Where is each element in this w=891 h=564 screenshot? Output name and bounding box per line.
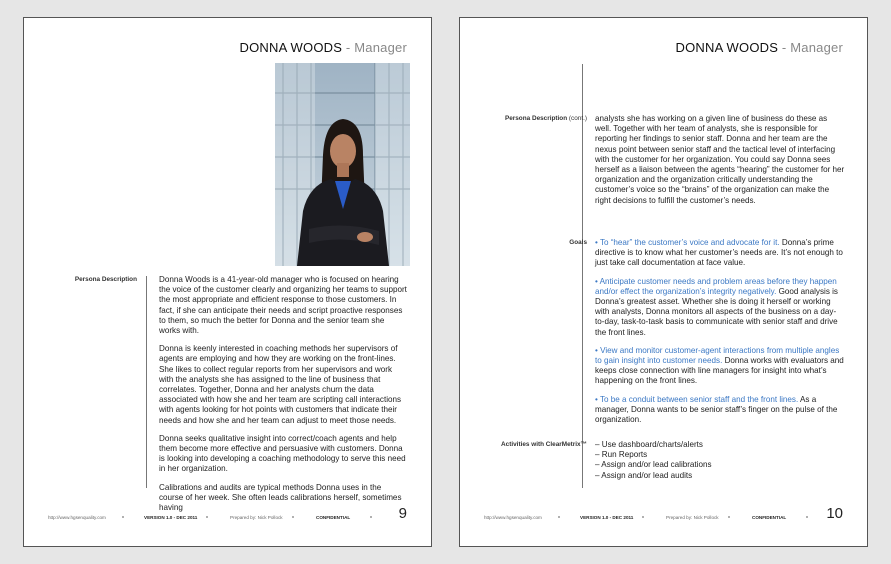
persona-name: DONNA WOODS bbox=[239, 40, 343, 55]
cont-label-text: Persona Description bbox=[504, 115, 568, 122]
goal-highlight: Anticipate customer needs and problem areas before they happen and/or effect the organization’s integrity negatively. bbox=[595, 276, 837, 296]
footer-prepared-by: Prepared by: Nick Pollock bbox=[666, 515, 719, 520]
footer-separator bbox=[206, 516, 208, 518]
page-title bbox=[240, 40, 407, 55]
footer-confidential: CONFIDENTIAL bbox=[316, 515, 351, 520]
footer-separator bbox=[370, 516, 372, 518]
footer-url: http://www.hgsenquality.com bbox=[484, 515, 542, 520]
description-paragraph: Donna seeks qualitative insight into correct/coach agents and help them become more effective and persuasive with customers. Donna is looking into developing a coaching methodology to serve this need in her organization. bbox=[159, 433, 406, 474]
goal-bullet: • bbox=[595, 394, 600, 404]
activities-list bbox=[595, 440, 845, 481]
footer-separator bbox=[122, 516, 124, 518]
cont-label-suffix: (cont.) bbox=[567, 115, 587, 122]
goal-bullet: • bbox=[595, 276, 600, 286]
activity-item: – Assign and/or lead audits bbox=[595, 470, 693, 480]
goal-text: As a manager, Donna wants to be senior staff’s finger on the pulse of the organization. bbox=[595, 394, 838, 425]
persona-role: - Manager bbox=[778, 40, 843, 55]
goal-bullet: • bbox=[595, 238, 600, 247]
footer-version: VERSION 1.0 - DEC 2011 bbox=[144, 515, 198, 520]
document-page-right bbox=[459, 17, 868, 547]
footer-separator bbox=[558, 516, 560, 518]
footer-separator bbox=[806, 516, 808, 518]
footer-prepared-by: Prepared by: Nick Pollock bbox=[230, 515, 283, 520]
footer-url: http://www.hgsenquality.com bbox=[48, 515, 106, 520]
goal-highlight: To be a conduit between senior staff and the front lines. bbox=[599, 394, 799, 404]
activity-item: – Run Reports bbox=[595, 450, 648, 460]
description-paragraph: Donna is keenly interested in coaching methods her supervisors of agents are employing and how they are working on the front-lines. She likes to collect regular reports from her supervisors and work with the analysts she has assigned to the line of business that correlates. Together, Donna and her analysts churn the data associated with how she and her team are scripting call interactions with agents looking for hot points with customers that indicate their needs and how she and her team can adjust to meet those needs. bbox=[159, 344, 402, 425]
footer-version: VERSION 1.0 - DEC 2011 bbox=[580, 515, 634, 520]
description-paragraph: Calibrations and audits are typical methods Donna uses in the course of her week. She often leads calibrations herself, sometimes having bbox=[159, 482, 402, 513]
page-footer bbox=[48, 505, 407, 522]
goals-label: Goals bbox=[569, 239, 587, 246]
page-footer bbox=[484, 505, 843, 522]
goal-text: Good analysis is Donna’s greatest asset. Whether she is doing it herself or working with analysts, Donna monitors all aspects of the business on a day-to-day, task-to-task basis to communicate with senior staff and drive the front lines. bbox=[595, 286, 838, 337]
activity-item: – Use dashboard/charts/alerts bbox=[595, 440, 703, 449]
goals-list bbox=[595, 238, 845, 433]
column-divider bbox=[146, 276, 147, 488]
goal-item bbox=[595, 395, 845, 426]
goal-text: Donna’s prime directive is to know what her customer’s needs are. It’s not enough to just take call documentation at face value. bbox=[595, 238, 843, 268]
activities-label: Activities with ClearMetrix™ bbox=[501, 441, 587, 448]
persona-name: DONNA WOODS bbox=[675, 40, 779, 55]
persona-description-cont-text: analysts she has working on a given line of business do these as well. Together with her team of analysts, she is responsible for reporting her findings to senior staff. Donna and her team are the nexus point between senior staff and the tactical level of interfacing with the customer for her organization. You could say Donna sees herself as a liaison between the agents “hearing” the customer for her organization and the organization critically understanding the customer’s voice so the “brains” of the organization can make the right decisions to fulfill the customer’s needs. bbox=[595, 114, 845, 205]
persona-description-text bbox=[159, 275, 407, 521]
goal-text: Donna works with evaluators and keeps close connection with line managers for insight into what’s happening on the front lines. bbox=[595, 356, 844, 386]
goal-item bbox=[595, 346, 845, 387]
activity-item: – Assign and/or lead calibrations bbox=[595, 460, 712, 470]
footer-confidential: CONFIDENTIAL bbox=[752, 515, 787, 520]
goal-bullet: • bbox=[595, 345, 601, 355]
goal-highlight: To “hear” the customer’s voice and advocate for it. bbox=[599, 238, 780, 247]
column-divider bbox=[582, 64, 583, 488]
footer-separator bbox=[292, 516, 294, 518]
document-page-left bbox=[23, 17, 432, 547]
persona-description-cont-label bbox=[505, 115, 587, 122]
page-title bbox=[676, 40, 843, 55]
page-number: 10 bbox=[826, 505, 843, 522]
description-paragraph: Donna Woods is a 41-year-old manager who is focused on hearing the voice of the customer clearly and organizing her teams to support the most appropriate and efficient response to those customers. In fact, if she can anticipate their needs and script proactive responses to them, so much the better for Donna and the senior team she works with. bbox=[159, 275, 407, 336]
goal-item bbox=[595, 238, 845, 269]
page-number: 9 bbox=[398, 505, 407, 522]
persona-photo bbox=[275, 63, 410, 266]
footer-separator bbox=[642, 516, 644, 518]
persona-description-label: Persona Description bbox=[74, 276, 137, 283]
goal-highlight: View and monitor customer-agent interactions from multiple angles to gain insight into customer needs. bbox=[595, 345, 840, 366]
goal-item bbox=[595, 277, 845, 338]
persona-role: - Manager bbox=[342, 40, 407, 55]
footer-separator bbox=[728, 516, 730, 518]
